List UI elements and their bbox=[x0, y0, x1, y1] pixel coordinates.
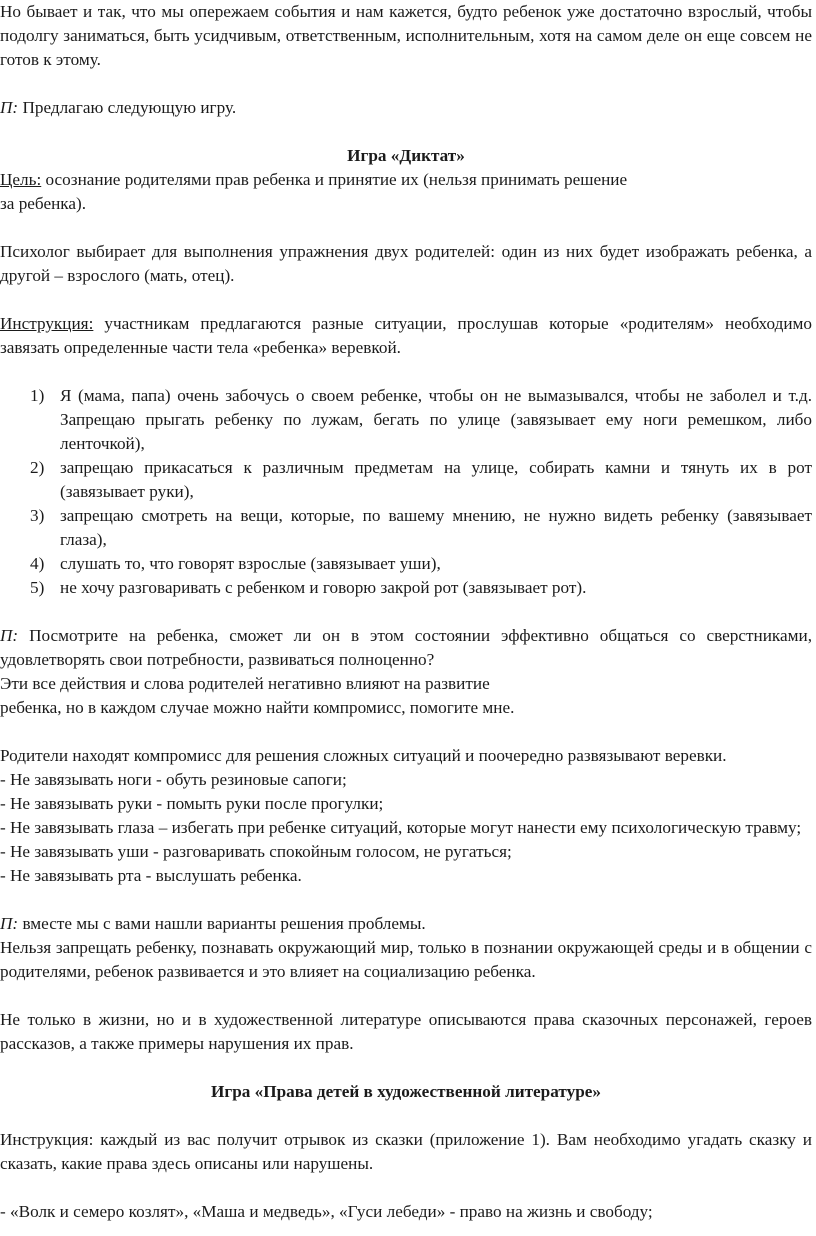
goal-text: осознание родителями прав ребенка и принятие их (нельзя принимать решение bbox=[41, 170, 628, 189]
negative-line-2: ребенка, но в каждом случае можно найти компромисс, помогите мне. bbox=[0, 698, 515, 717]
list-item bbox=[0, 504, 812, 552]
instruction-label: Инструкция: bbox=[0, 314, 94, 333]
negative-line-1: Эти все действия и слова родителей негативно влияют на развитие bbox=[0, 674, 490, 693]
intro-paragraph: Но бывает и так, что мы опережаем события и нам кажется, будто ребенок уже достаточно взрослый, чтобы подолгу заниматься, быть усидчивым, ответственным, исполнительным, хотя на самом деле он еще совсем не готов к этому. bbox=[0, 2, 812, 69]
list-item-number: 3) bbox=[30, 506, 45, 525]
list-item bbox=[0, 384, 812, 456]
spacer bbox=[0, 288, 812, 312]
psychologist-label: П: bbox=[0, 914, 19, 933]
look-paragraph bbox=[0, 624, 812, 672]
goal-label: Цель: bbox=[0, 170, 42, 189]
list-item-text: запрещаю смотреть на вещи, которые, по вашему мнению, не нужно видеть ребенку (завязывает глаза), bbox=[60, 506, 812, 549]
list-item bbox=[0, 552, 812, 576]
spacer bbox=[0, 360, 812, 384]
goal-paragraph bbox=[0, 168, 812, 192]
spacer bbox=[0, 120, 812, 144]
offer-paragraph bbox=[0, 96, 812, 120]
list-item-text: не хочу разговаривать с ребенком и говорю закрой рот (завязывает рот). bbox=[60, 578, 587, 597]
together-paragraph bbox=[0, 912, 812, 936]
game1-title: Игра «Диктат» bbox=[347, 146, 465, 165]
spacer bbox=[0, 888, 812, 912]
game2-example-line: - «Волк и семеро козлят», «Маша и медведь», «Гуси лебеди» - право на жизнь и свободу; bbox=[0, 1202, 653, 1221]
list-item-text: запрещаю прикасаться к различным предметам на улице, собирать камни и тянуть их в рот (завязывает руки), bbox=[60, 458, 812, 501]
compromise-paragraph: Родители находят компромисс для решения сложных ситуаций и поочередно развязывают веревки. bbox=[0, 746, 727, 765]
psychologist-paragraph: Психолог выбирает для выполнения упражнения двух родителей: один из них будет изображать ребенка, а другой – взрослого (мать, отец). bbox=[0, 242, 812, 285]
spacer bbox=[0, 600, 812, 624]
spacer bbox=[0, 1104, 812, 1128]
list-item bbox=[0, 576, 812, 600]
list-item-text: Я (мама, папа) очень забочусь о своем ребенке, чтобы он не вымазывался, чтобы не заболел и т.д. Запрещаю прыгать ребенку по лужам, бегать по улице (завязывает ему ноги ремешком, либо ленточкой), bbox=[60, 386, 812, 453]
together-text: вместе мы с вами нашли варианты решения проблемы. bbox=[18, 914, 426, 933]
spacer bbox=[0, 1056, 812, 1080]
game2-instruction-paragraph: Инструкция: каждый из вас получит отрывок из сказки (приложение 1). Вам необходимо угадать сказку и сказать, какие права здесь описаны или нарушены. bbox=[0, 1130, 812, 1173]
list-item-number: 5) bbox=[30, 578, 45, 597]
list-item bbox=[0, 456, 812, 504]
psychologist-label: П: bbox=[0, 98, 19, 117]
situations-list bbox=[0, 384, 812, 600]
look-text: Посмотрите на ребенка, сможет ли он в этом состоянии эффективно общаться со сверстниками, удовлетворять свои потребности, развиваться полноценно? bbox=[0, 626, 812, 669]
spacer bbox=[0, 720, 812, 744]
solution-line: - Не завязывать рта - выслушать ребенка. bbox=[0, 866, 302, 885]
list-item-number: 4) bbox=[30, 554, 45, 573]
spacer bbox=[0, 216, 812, 240]
psychologist-label: П: bbox=[0, 626, 19, 645]
solution-line: - Не завязывать уши - разговаривать спокойным голосом, не ругаться; bbox=[0, 842, 512, 861]
list-item-text: слушать то, что говорят взрослые (завязывает уши), bbox=[60, 554, 441, 573]
instruction-text: участникам предлагаются разные ситуации, прослушав которые «родителям» необходимо завязать определенные части тела «ребенка» веревкой. bbox=[0, 314, 812, 357]
instruction-paragraph bbox=[0, 312, 812, 360]
list-item-number: 2) bbox=[30, 458, 45, 477]
spacer bbox=[0, 72, 812, 96]
spacer bbox=[0, 984, 812, 1008]
solution-line: - Не завязывать руки - помыть руки после прогулки; bbox=[0, 794, 384, 813]
goal-paragraph-cont: за ребенка). bbox=[0, 194, 87, 213]
game2-title: Игра «Права детей в художественной литературе» bbox=[211, 1082, 601, 1101]
spacer bbox=[0, 1176, 812, 1200]
solution-line: - Не завязывать ноги - обуть резиновые сапоги; bbox=[0, 770, 347, 789]
literature-intro-paragraph: Не только в жизни, но и в художественной литературе описываются права сказочных персонажей, героев рассказов, а также примеры нарушения их прав. bbox=[0, 1010, 812, 1053]
list-item-number: 1) bbox=[30, 386, 45, 405]
solution-line: - Не завязывать глаза – избегать при ребенке ситуаций, которые могут нанести ему психологическую травму; bbox=[0, 818, 802, 837]
conclusion-paragraph: Нельзя запрещать ребенку, познавать окружающий мир, только в познании окружающей среды и в общении с родителями, ребенок развивается и это влияет на социализацию ребенка. bbox=[0, 938, 812, 981]
offer-text: Предлагаю следующую игру. bbox=[22, 98, 237, 117]
